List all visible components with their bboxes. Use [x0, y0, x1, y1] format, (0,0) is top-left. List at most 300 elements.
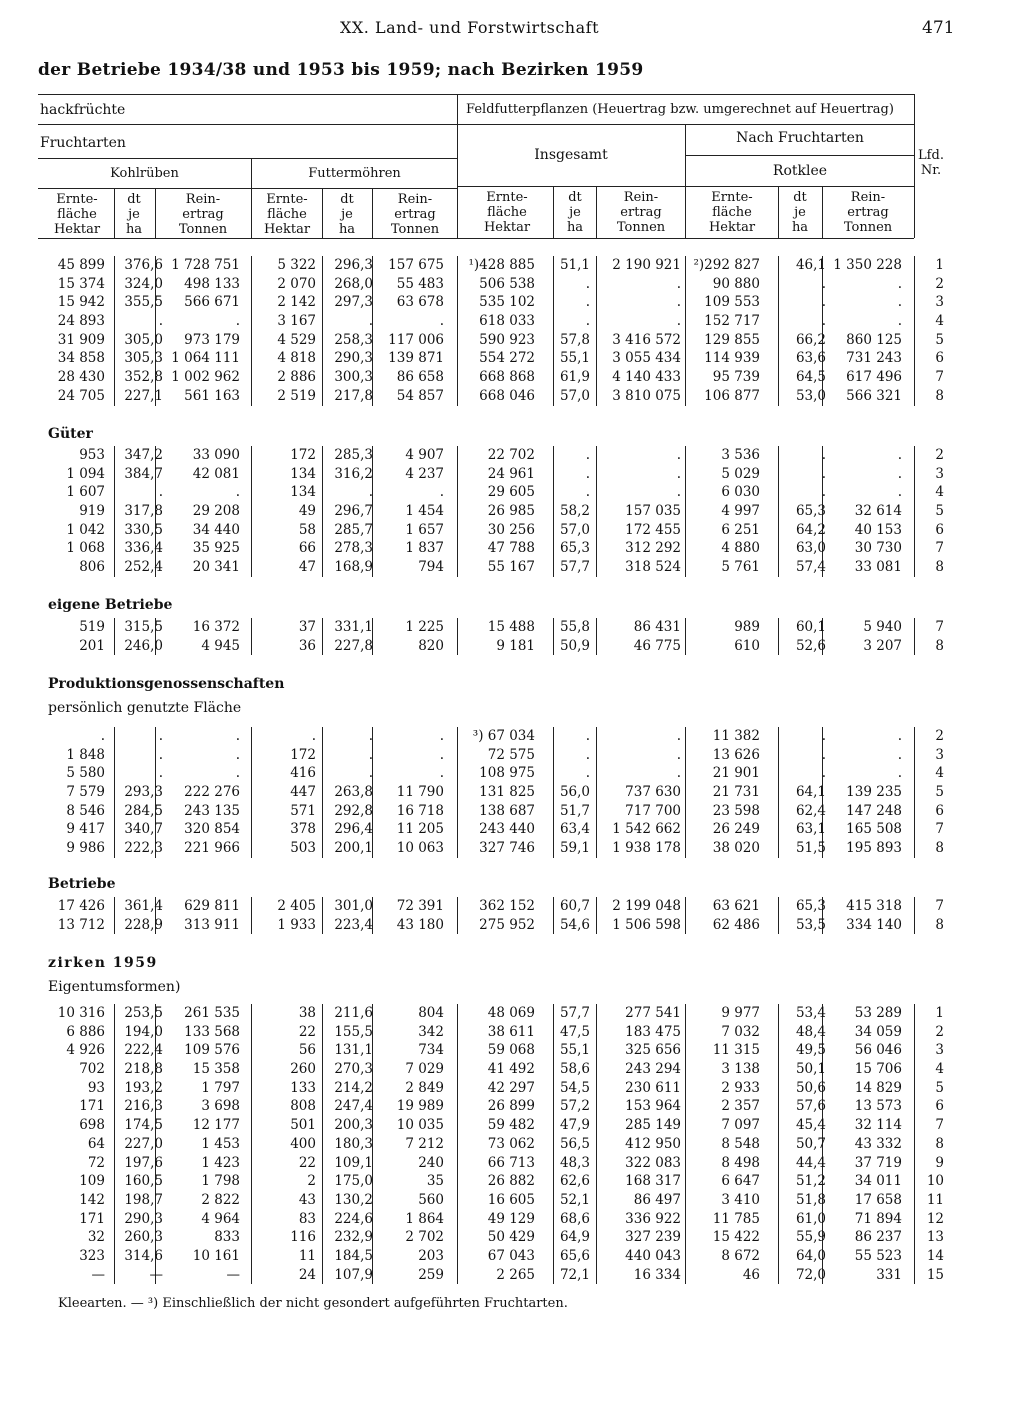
table-cell: 48 069	[487, 1005, 535, 1021]
table-cell: 342	[418, 1023, 444, 1040]
table-cell: 352,8	[124, 369, 163, 386]
table-cell: 57,2	[559, 1098, 590, 1115]
table-row	[0, 1191, 1024, 1210]
row-number: 8	[935, 916, 944, 933]
table-cell: 59 068	[487, 1042, 535, 1059]
table-cell: .	[821, 294, 826, 311]
rule-a	[38, 124, 457, 125]
table-cell: .	[235, 484, 240, 501]
table-cell: 384,7	[124, 465, 163, 482]
table-cell: 86 237	[854, 1229, 902, 1246]
table-cell: 59,1	[559, 840, 590, 857]
header-rotklee: Rotklee	[772, 163, 828, 179]
table-cell: .	[585, 746, 590, 763]
t2: ertrag	[620, 205, 662, 220]
t3: ha	[125, 222, 143, 237]
row-number: 7	[935, 898, 944, 914]
table-cell: 1 933	[277, 916, 316, 933]
row-number: 7	[935, 821, 944, 838]
table-cell: 217,8	[334, 387, 373, 404]
table-cell: 11 205	[396, 821, 444, 838]
table-cell: 17 426	[57, 898, 105, 914]
table-cell: .	[585, 294, 590, 311]
table-cell: 258,3	[334, 331, 373, 348]
table-cell: 10 063	[396, 840, 444, 857]
table-row	[0, 1004, 1024, 1023]
nr-label: Nr.	[920, 163, 942, 178]
table-cell: 63,1	[795, 821, 826, 838]
header-nach-fruchtarten: Nach Fruchtarten	[736, 130, 864, 146]
table-cell: 43 180	[396, 916, 444, 933]
table-cell: —	[226, 1266, 240, 1283]
table-row	[0, 446, 1024, 465]
table-cell: .	[585, 728, 590, 744]
table-cell: 285 149	[625, 1117, 681, 1134]
table-row	[0, 331, 1024, 350]
table-cell: 147 248	[846, 802, 902, 819]
table-cell: 62,4	[795, 802, 826, 819]
table-cell: 5 761	[721, 559, 760, 576]
table-cell: .	[439, 746, 444, 763]
row-number: 7	[935, 540, 944, 557]
table-row	[0, 783, 1024, 802]
table-cell: 2 357	[721, 1098, 760, 1115]
table-cell: 561 163	[184, 387, 240, 404]
table-cell: 33 090	[192, 447, 240, 463]
table-cell: 43	[298, 1191, 316, 1208]
rule-d	[38, 188, 457, 189]
table-cell: 13 573	[854, 1098, 902, 1115]
table-cell: 131,1	[334, 1042, 373, 1059]
table-row	[0, 1172, 1024, 1191]
table-row	[0, 1097, 1024, 1116]
table-cell: 296,3	[334, 257, 373, 273]
table-cell: 55 483	[396, 275, 444, 292]
section-title: Güter	[48, 426, 93, 442]
table-cell: 43 332	[854, 1135, 902, 1152]
table-cell: 416	[290, 765, 316, 782]
table-cell: 3 810 075	[612, 387, 681, 404]
table-cell: 26 899	[487, 1098, 535, 1115]
table-cell: 1 094	[66, 465, 105, 482]
table-cell: 64,0	[795, 1247, 826, 1264]
rule-m	[553, 186, 554, 238]
table-cell: 56	[298, 1042, 316, 1059]
section-title: Betriebe	[48, 876, 116, 892]
row-number: 2	[935, 447, 944, 463]
table-row	[0, 1154, 1024, 1173]
table-cell: .	[100, 728, 105, 744]
table-cell: 506 538	[479, 275, 535, 292]
table-cell: 109 553	[704, 294, 760, 311]
table-cell: 315,5	[124, 619, 163, 635]
table-cell: 2 702	[405, 1229, 444, 1246]
table-cell: 83	[298, 1210, 316, 1227]
table-cell: 38 020	[712, 840, 760, 857]
sub-erntefl-1	[42, 192, 112, 237]
table-cell: 222,3	[124, 840, 163, 857]
table-cell: 24 893	[57, 313, 105, 330]
table-cell: 138 687	[479, 802, 535, 819]
table-cell: 222,4	[124, 1042, 163, 1059]
table-cell: 63 621	[712, 898, 760, 914]
table-cell: 320 854	[184, 821, 240, 838]
table-cell: 26 249	[712, 821, 760, 838]
table-cell: 72,0	[795, 1266, 826, 1283]
table-cell: 139 235	[846, 784, 902, 801]
table-cell: 63,0	[795, 540, 826, 557]
table-cell: 300,3	[334, 369, 373, 386]
section-rows	[0, 897, 1024, 934]
table-cell: 1 064 111	[171, 350, 240, 367]
table-cell: 240	[418, 1154, 444, 1171]
footnote: Kleearten. — ³) Einschließlich der nicht gesondert aufgeführten Fruchtarten.	[58, 1296, 568, 1311]
table-cell: 14 829	[854, 1079, 902, 1096]
table-cell: 263,8	[334, 784, 373, 801]
table-cell: 157 035	[625, 503, 681, 520]
table-cell: 292,8	[334, 802, 373, 819]
table-cell: 327 239	[625, 1229, 681, 1246]
table-cell: 362 152	[479, 898, 535, 914]
table-cell: 668 868	[479, 369, 535, 386]
t1: Rein-	[623, 190, 659, 205]
table-cell: 501	[290, 1117, 316, 1134]
table-cell: 22	[298, 1154, 316, 1171]
table-cell: .	[821, 465, 826, 482]
table-cell: 197,6	[124, 1154, 163, 1171]
table-cell: 165 508	[846, 821, 902, 838]
table-cell: 4 880	[721, 540, 760, 557]
table-cell: 45,4	[795, 1117, 826, 1134]
table-cell: .	[676, 765, 681, 782]
table-cell: 4 997	[721, 503, 760, 520]
table-cell: .	[158, 313, 163, 330]
table-cell: .	[439, 313, 444, 330]
table-cell: 61,9	[559, 369, 590, 386]
t1: dt	[793, 190, 807, 205]
table-cell: 243 135	[184, 802, 240, 819]
t3: Tonnen	[178, 222, 228, 237]
table-cell: 109 576	[184, 1042, 240, 1059]
table-cell: .	[676, 275, 681, 292]
table-row	[0, 293, 1024, 312]
table-cell: 3 410	[721, 1191, 760, 1208]
t2: ertrag	[394, 207, 436, 222]
table-cell: 55,9	[795, 1229, 826, 1246]
table-cell: 8 498	[721, 1154, 760, 1171]
table-cell: 72	[87, 1154, 105, 1171]
table-cell: 2 933	[721, 1079, 760, 1096]
table-cell: 160,5	[124, 1173, 163, 1190]
table-cell: .	[158, 765, 163, 782]
section-rows	[0, 1004, 1024, 1284]
table-cell: 33 081	[854, 559, 902, 576]
table-cell: 246,0	[124, 637, 163, 654]
table-cell: 198,7	[124, 1191, 163, 1208]
table-cell: 230 611	[625, 1079, 681, 1096]
table-cell: 953	[79, 447, 105, 463]
t1: Ernte-	[486, 190, 528, 205]
table-cell: 4 964	[201, 1210, 240, 1227]
table-cell: 314,6	[124, 1247, 163, 1264]
table-cell: 86 431	[633, 619, 681, 635]
table-cell: .	[676, 294, 681, 311]
table-cell: 36	[298, 637, 316, 654]
table-cell: 16 372	[192, 619, 240, 635]
table-cell: 305,3	[124, 350, 163, 367]
table-cell: 34 011	[854, 1173, 902, 1190]
table-cell: 447	[290, 784, 316, 801]
table-cell: 560	[418, 1191, 444, 1208]
table-cell: 252,4	[124, 559, 163, 576]
table-cell: 8 672	[721, 1247, 760, 1264]
t3: ha	[566, 220, 584, 235]
header-futtermoehren: Futtermöhren	[308, 166, 401, 181]
table-cell: 201	[79, 637, 105, 654]
section-rows	[0, 256, 1024, 406]
table-row	[0, 1116, 1024, 1135]
table-cell: .	[821, 447, 826, 463]
sub-erntefl-2	[254, 192, 320, 237]
table-cell: 86 658	[396, 369, 444, 386]
table-cell: 157 675	[388, 257, 444, 273]
table-cell: 48,4	[795, 1023, 826, 1040]
table-cell: 34 858	[57, 350, 105, 367]
table-cell: 61,0	[795, 1210, 826, 1227]
table-cell: 32 614	[854, 503, 902, 520]
table-cell: 63,4	[559, 821, 590, 838]
table-cell: 51,8	[795, 1191, 826, 1208]
row-number: 9	[935, 1154, 944, 1171]
table-cell: 56 046	[854, 1042, 902, 1059]
table-cell: 324,0	[124, 275, 163, 292]
table-cell: 322 083	[625, 1154, 681, 1171]
table-cell: 6 251	[721, 521, 760, 538]
table-cell: 133 568	[184, 1023, 240, 1040]
row-number: 7	[935, 1117, 944, 1134]
table-cell: 284,5	[124, 802, 163, 819]
table-cell: 51,7	[559, 802, 590, 819]
table-cell: 11 382	[712, 728, 760, 744]
table-cell: 26 985	[487, 503, 535, 520]
table-cell: 58	[298, 521, 316, 538]
table-cell: 45 899	[57, 257, 105, 273]
table-cell: 571	[290, 802, 316, 819]
t2: je	[128, 207, 140, 222]
table-cell: 195 893	[846, 840, 902, 857]
row-number: 5	[935, 784, 944, 801]
table-row	[0, 1060, 1024, 1079]
table-cell: .	[897, 447, 902, 463]
table-cell: 55 523	[854, 1247, 902, 1264]
table-cell: 52,1	[559, 1191, 590, 1208]
table-cell: 53,4	[795, 1005, 826, 1021]
table-cell: 131 825	[479, 784, 535, 801]
table-cell: 41 492	[487, 1061, 535, 1078]
table-cell: 65,3	[559, 540, 590, 557]
rule-c	[251, 158, 252, 238]
table-cell: 7 032	[721, 1023, 760, 1040]
table-cell: 53,0	[795, 387, 826, 404]
table-cell: .	[821, 484, 826, 501]
table-cell: 57,7	[559, 559, 590, 576]
table-cell: 566 671	[184, 294, 240, 311]
table-row	[0, 1079, 1024, 1098]
table-cell: 519	[79, 619, 105, 635]
table-cell: 109,1	[334, 1154, 373, 1171]
table-cell: 17 658	[854, 1191, 902, 1208]
table-cell: 296,4	[334, 821, 373, 838]
table-row	[0, 727, 1024, 746]
row-number: 6	[935, 521, 944, 538]
table-cell: 590 923	[479, 331, 535, 348]
table-cell: .	[158, 746, 163, 763]
table-cell: 9 986	[66, 840, 105, 857]
header-kohlrueben: Kohlrüben	[110, 166, 179, 181]
table-row	[0, 618, 1024, 637]
table-cell: 47,5	[559, 1023, 590, 1040]
table-cell: .	[439, 765, 444, 782]
table-cell: 277 541	[625, 1005, 681, 1021]
table-cell: 66,2	[795, 331, 826, 348]
table-cell: 172	[290, 447, 316, 463]
table-cell: 22 702	[487, 447, 535, 463]
table-cell: 49,5	[795, 1042, 826, 1059]
table-cell: 1 350 228	[833, 257, 902, 273]
t2: fläche	[267, 207, 307, 222]
table-cell: 860 125	[846, 331, 902, 348]
sub-dtha-3	[555, 190, 595, 235]
table-cell: 2 849	[405, 1079, 444, 1096]
table-cell: .	[897, 313, 902, 330]
table-row	[0, 521, 1024, 540]
table-cell: 72 575	[487, 746, 535, 763]
table-cell: 53,5	[795, 916, 826, 933]
table-cell: 218,8	[124, 1061, 163, 1078]
row-number: 7	[935, 619, 944, 635]
table-cell: 7 579	[66, 784, 105, 801]
table-cell: 59 482	[487, 1117, 535, 1134]
table-cell: 62 486	[712, 916, 760, 933]
table-cell: 51,1	[559, 257, 590, 273]
table-cell: 47	[298, 559, 316, 576]
rule-p	[822, 186, 823, 238]
table-cell: 11 315	[712, 1042, 760, 1059]
table-row	[0, 539, 1024, 558]
table-cell: 95 739	[712, 369, 760, 386]
table-cell: .	[311, 728, 316, 744]
table-cell: 57,0	[559, 521, 590, 538]
row-number: 6	[935, 350, 944, 367]
table-cell: 58,6	[559, 1061, 590, 1078]
table-cell: 31 909	[57, 331, 105, 348]
table-cell: 7 212	[405, 1135, 444, 1152]
table-cell: 285,3	[334, 447, 373, 463]
table-cell: 116	[290, 1229, 316, 1246]
row-number: 3	[935, 465, 944, 482]
table-cell: 15 488	[487, 619, 535, 635]
table-cell: 58,2	[559, 503, 590, 520]
rule-l	[372, 188, 373, 238]
table-cell: 278,3	[334, 540, 373, 557]
table-row	[0, 275, 1024, 294]
table-cell: 55,8	[559, 619, 590, 635]
table-cell: 355,5	[124, 294, 163, 311]
table-cell: 412 950	[625, 1135, 681, 1152]
table-cell: 72,1	[559, 1266, 590, 1283]
table-cell: 52,6	[795, 637, 826, 654]
table-cell: 54 857	[396, 387, 444, 404]
table-cell: 50 429	[487, 1229, 535, 1246]
table-cell: 194,0	[124, 1023, 163, 1040]
table-cell: 55,1	[559, 1042, 590, 1059]
table-cell: 11 785	[712, 1210, 760, 1227]
table-cell: 5 029	[721, 465, 760, 482]
table-row	[0, 746, 1024, 765]
table-cell: .	[368, 746, 373, 763]
table-cell: 224,6	[334, 1210, 373, 1227]
table-cell: 3 055 434	[612, 350, 681, 367]
table-cell: .	[676, 313, 681, 330]
table-cell: 51,2	[795, 1173, 826, 1190]
table-cell: .	[585, 484, 590, 501]
table-row	[0, 1210, 1024, 1229]
table-cell: 30 730	[854, 540, 902, 557]
table-cell: 13 712	[57, 916, 105, 933]
row-number: 14	[926, 1247, 944, 1264]
table-row	[0, 558, 1024, 577]
table-cell: 37 719	[854, 1154, 902, 1171]
table-cell: 130,2	[334, 1191, 373, 1208]
table-cell: 168 317	[625, 1173, 681, 1190]
table-cell: 2 886	[277, 369, 316, 386]
table-cell: .	[676, 447, 681, 463]
table-cell: 440 043	[625, 1247, 681, 1264]
table-cell: 47 788	[487, 540, 535, 557]
table-cell: 1 797	[201, 1079, 240, 1096]
table-cell: 183 475	[625, 1023, 681, 1040]
table-cell: 331,1	[334, 619, 373, 635]
t3: Tonnen	[843, 220, 893, 235]
table-cell: 56,0	[559, 784, 590, 801]
table-cell: .	[368, 484, 373, 501]
table-cell: 62,6	[559, 1173, 590, 1190]
lfd-label: Lfd.	[918, 148, 944, 163]
section-title: eigene Betriebe	[48, 597, 173, 613]
row-number: 4	[935, 484, 944, 501]
table-cell: .	[158, 728, 163, 744]
header-fruchtarten: Fruchtarten	[40, 135, 126, 151]
table-cell: .	[585, 465, 590, 482]
t1: Ernte-	[711, 190, 753, 205]
table-cell: 71 894	[854, 1210, 902, 1227]
table-cell: 57,0	[559, 387, 590, 404]
header-rule-top	[38, 94, 914, 95]
row-number: 6	[935, 1098, 944, 1115]
table-cell: 53 289	[854, 1005, 902, 1021]
row-number: 4	[935, 313, 944, 330]
table-cell: 610	[734, 637, 760, 654]
table-cell: .	[897, 294, 902, 311]
table-cell: 65,6	[559, 1247, 590, 1264]
table-cell: 989	[734, 619, 760, 635]
sub-rein-4	[824, 190, 912, 235]
header-divider-lfd	[914, 94, 915, 238]
header-insgesamt: Insgesamt	[534, 147, 608, 163]
header-feldfutter: Feldfutterpflanzen (Heuertrag bzw. umgerechnet auf Heuertrag)	[466, 102, 894, 117]
table-cell: 48,3	[559, 1154, 590, 1171]
table-cell: 323	[79, 1247, 105, 1264]
